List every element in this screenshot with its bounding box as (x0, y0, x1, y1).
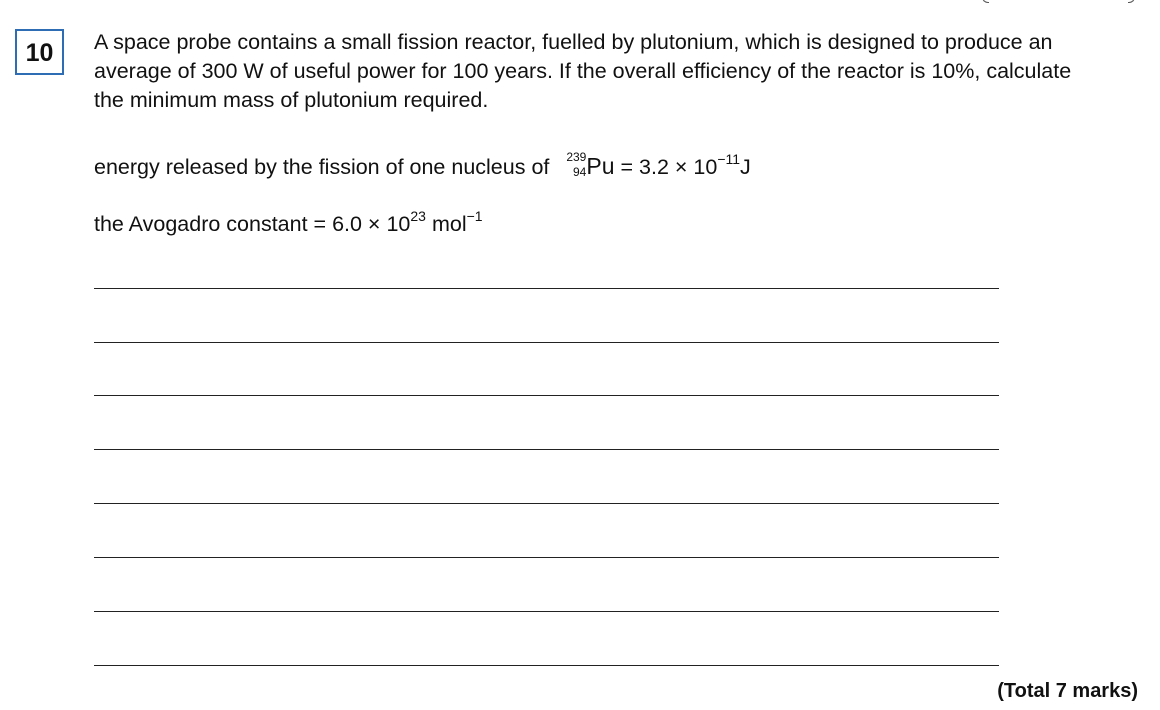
avogadro-line (94, 207, 483, 238)
mass-number: 239 (566, 150, 587, 164)
nuclide-notation (559, 152, 586, 180)
element-symbol: Pu (586, 153, 615, 179)
answer-line[interactable] (94, 395, 999, 396)
fission-energy-exponent: −11 (717, 150, 741, 167)
avogadro-unit: mol (431, 212, 467, 236)
atomic-number: 94 (573, 165, 587, 179)
answer-line[interactable] (94, 611, 999, 612)
fission-energy-prefix: energy released by the fission of one nucleus of (94, 155, 550, 179)
answer-line[interactable] (94, 503, 999, 504)
fission-energy-unit: J (740, 155, 751, 179)
fission-energy-line (94, 152, 751, 181)
answer-line[interactable] (94, 449, 999, 450)
answer-line[interactable] (94, 342, 999, 343)
answer-line[interactable] (94, 665, 999, 666)
question-text: A space probe contains a small fission reactor, fuelled by plutonium, which is designed to produce an average of 300 W of useful power for 100 years. If the overall efficiency of the reactor is 10%, calculate the minimum mass of plutonium required. (94, 30, 1072, 112)
avogadro-prefix: the Avogadro constant = 6.0 × 10 (94, 212, 411, 236)
answer-line[interactable] (94, 557, 999, 558)
answer-line[interactable] (94, 288, 999, 289)
top-bracket-right (1128, 0, 1135, 3)
avogadro-unit-exponent: −1 (466, 207, 483, 224)
total-marks: (Total 7 marks) (997, 680, 1138, 702)
question-number-box: 10 (15, 29, 64, 75)
top-bracket-left (982, 0, 989, 3)
fission-energy-value: = 3.2 × 10 (620, 155, 718, 179)
avogadro-exponent: 23 (410, 207, 426, 224)
